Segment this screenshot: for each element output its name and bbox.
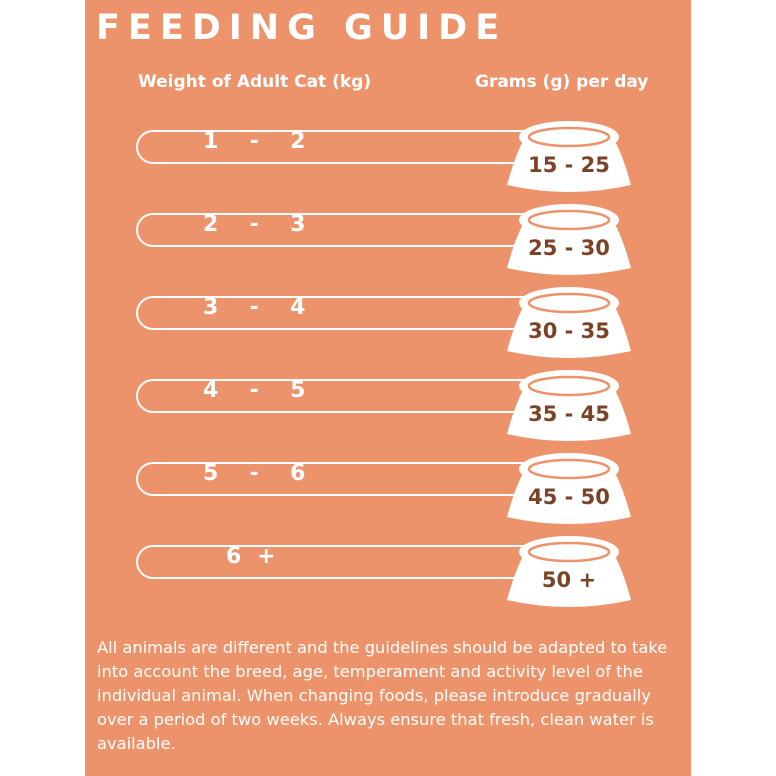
feeding-row	[0, 366, 776, 446]
weight-range: 2 - 3	[203, 212, 306, 237]
grams-per-day: 25 - 30	[528, 236, 610, 260]
weight-range: 4 - 5	[203, 378, 306, 403]
grams-per-day: 35 - 45	[528, 402, 610, 426]
grams-per-day: 15 - 25	[528, 153, 610, 177]
feeding-row	[0, 283, 776, 363]
page-title: FEEDING GUIDE	[96, 8, 508, 48]
weight-bar	[136, 379, 556, 413]
weight-bar	[136, 130, 556, 164]
weight-range: 5 - 6	[203, 461, 306, 486]
weight-bar	[136, 213, 556, 247]
weight-bar	[136, 296, 556, 330]
feeding-row	[0, 449, 776, 529]
weight-range: 3 - 4	[203, 295, 306, 320]
feeding-row	[0, 200, 776, 280]
weight-range: 6 +	[226, 544, 276, 569]
grams-per-day: 45 - 50	[528, 485, 610, 509]
grams-per-day: 50 +	[541, 568, 597, 592]
weight-bar	[136, 545, 556, 579]
weight-column-header: Weight of Adult Cat (kg)	[138, 72, 372, 92]
feeding-row	[0, 117, 776, 197]
feeding-row	[0, 532, 776, 612]
weight-bar	[136, 462, 556, 496]
feeding-disclaimer: All animals are different and the guidelines should be adapted to take into account the breed, age, temperament and activity level of the individual animal. When changing foods, please introduce gradually over a period of two weeks. Always ensure that fresh, clean water is available.	[97, 638, 668, 753]
grams-per-day: 30 - 35	[528, 319, 610, 343]
weight-range: 1 - 2	[203, 129, 306, 154]
grams-column-header: Grams (g) per day	[475, 72, 649, 92]
